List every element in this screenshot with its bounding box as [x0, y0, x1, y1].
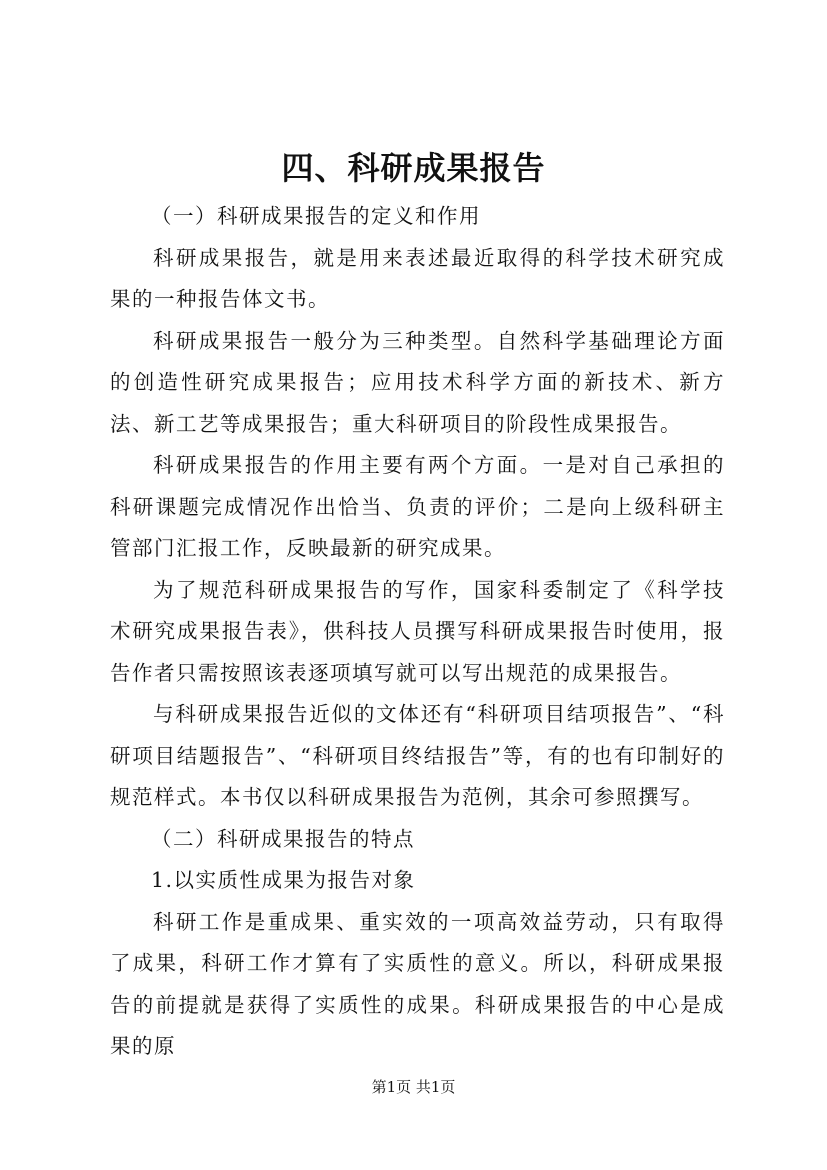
paragraph-substantive-results: 科研工作是重成果、重实效的一项高效益劳动，只有取得了成果，科研工作才算有了实质性的意义。所以，科研成果报告的前提就是获得了实质性的成果。科研成果报告的中心是成果的原	[110, 909, 725, 1058]
paragraph-standard-form: 为了规范科研成果报告的写作，国家科委制定了《科学技术研究成果报告表》，供科技人员撰写科研成果报告时使用，报告作者只需按照该表逐项填写就可以写出规范的成果报告。	[110, 577, 725, 685]
subheading-substantive-results: 1.以实质性成果为报告对象	[151, 868, 416, 892]
page-footer: 第1页 共1页	[371, 1078, 456, 1096]
section-heading-features: （二）科研成果报告的特点	[151, 826, 415, 851]
document-title: 四、科研成果报告	[281, 149, 546, 187]
paragraph-functions: 科研成果报告的作用主要有两个方面。一是对自己承担的科研课题完成情况作出恰当、负责的评价；二是向上级科研主管部门汇报工作，反映最新的研究成果。	[110, 453, 725, 560]
paragraph-similar-documents: 与科研成果报告近似的文体还有“科研项目结项报告”、“科研项目结题报告”、“科研项目终结报告”等，有的也有印制好的规范样式。本书仅以科研成果报告为范例，其余可参照撰写。	[110, 702, 725, 809]
paragraph-types: 科研成果报告一般分为三种类型。自然科学基础理论方面的创造性研究成果报告；应用技术科学方面的新技术、新方法、新工艺等成果报告；重大科研项目的阶段性成果报告。	[110, 328, 725, 436]
section-heading-definition: （一）科研成果报告的定义和作用	[151, 204, 481, 228]
paragraph-definition: 科研成果报告，就是用来表述最近取得的科学技术研究成果的一种报告体文书。	[110, 245, 725, 311]
document-body	[110, 196, 725, 1068]
